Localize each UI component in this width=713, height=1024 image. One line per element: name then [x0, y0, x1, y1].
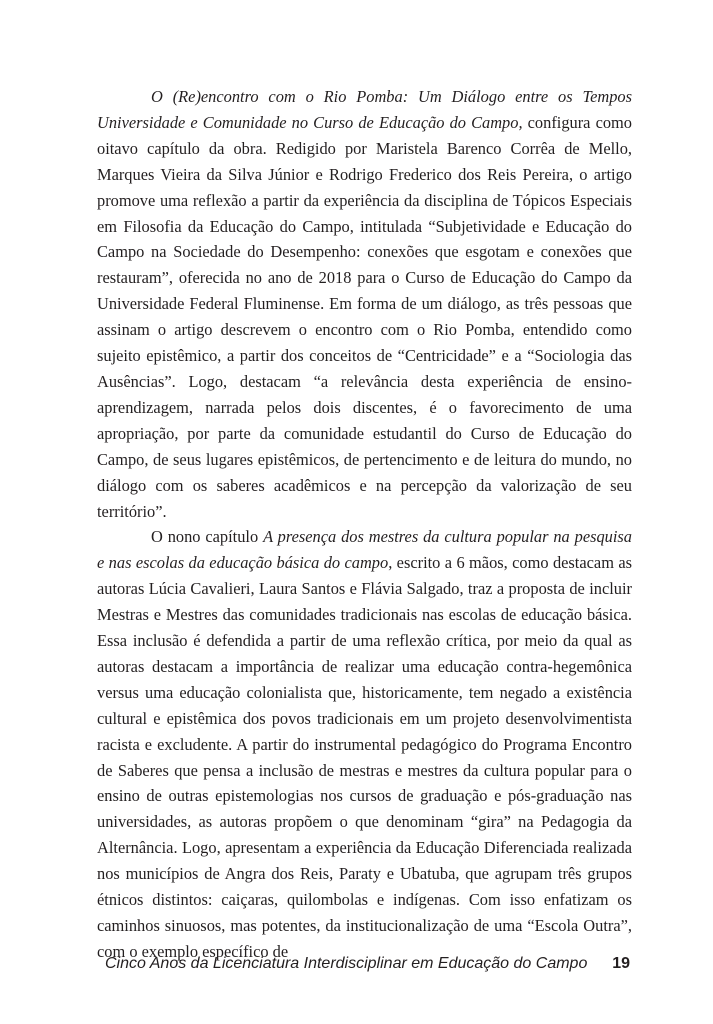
chapter-title-italic: O (Re)encontro com o Rio Pomba: Um Diálogo entre os Tempos Universidade e Comunidade no Curso de Educação do Campo, — [97, 87, 632, 132]
page-footer — [97, 955, 632, 979]
paragraph-text: , escrito a 6 mãos, como destacam as autoras Lúcia Cavalieri, Laura Santos e Flávia Salgado, traz a proposta de incluir Mestras e Mestres das comunidades tradicionais nas escolas de educação básica. Essa inclusão é defendida a partir de uma reflexão crítica, por meio da qual as autoras destacam a importância de realizar uma educação contra-hegemônica versus uma educação colonialista que, historicamente, tem negado a existência cultural e epistêmica dos povos tradicionais em um projeto desenvolvimentista racista e excludente. A partir do instrumental pedagógico do Programa Encontro de Saberes que pensa a inclusão de mestras e mestres da cultura popular para o ensino de outras epistemologias nos cursos de graduação e pós-graduação nas universidades, as autoras propõem o que denominam “gira” na Pedagogia da Alternância. Logo, apresentam a experiência da Educação Diferenciada realizada nos municípios de Angra dos Reis, Paraty e Ubatuba, que agrupam três grupos étnicos distintos: caiçaras, quilombolas e indígenas. Com isso enfatizam os caminhos sinuosos, mas potentes, da institucionalização de uma “Escola Outra”, com o exemplo específico de — [97, 553, 632, 961]
paragraph — [97, 524, 632, 964]
paragraph-text: configura como oitavo capítulo da obra. Redigido por Maristela Barenco Corrêa de Mello, Marques Vieira da Silva Júnior e Rodrigo Frederico dos Reis Pereira, o artigo promove uma reflexão a partir da experiência da disciplina de Tópicos Especiais em Filosofia da Educação do Campo, intitulada “Subjetividade e Educação do Campo na Sociedade do Desempenho: conexões que esgotam e conexões que restauram”, oferecida no ano de 2018 para o Curso de Educação do Campo da Universidade Federal Fluminense. Em forma de um diálogo, as três pessoas que assinam o artigo descrevem o encontro com o Rio Pomba, entendido como sujeito epistêmico, a partir dos conceitos de “Centricidade” e a “Sociologia das Ausências”. Logo, destacam “a relevância desta experiência de ensino-aprendizagem, narrada pelos dois discentes, é o favorecimento de uma apropriação, por parte da comunidade estudantil do Curso de Educação do Campo, de seus lugares epistêmicos, de pertencimento e de leitura do mundo, no diálogo com os saberes acadêmicos e na percepção da valorização de seu território”. — [97, 112, 632, 521]
chapter-title-italic: A presença dos mestres da cultura popular na pesquisa e nas escolas da educação básica do campo — [97, 527, 632, 573]
page-number: 19 — [612, 955, 630, 972]
running-footer-title: Cinco Anos da Licenciatura Interdisciplinar em Educação do Campo — [105, 955, 588, 972]
body-text — [97, 84, 632, 965]
paragraph-lead: O nono capítulo — [151, 527, 264, 547]
paragraph — [97, 84, 632, 524]
